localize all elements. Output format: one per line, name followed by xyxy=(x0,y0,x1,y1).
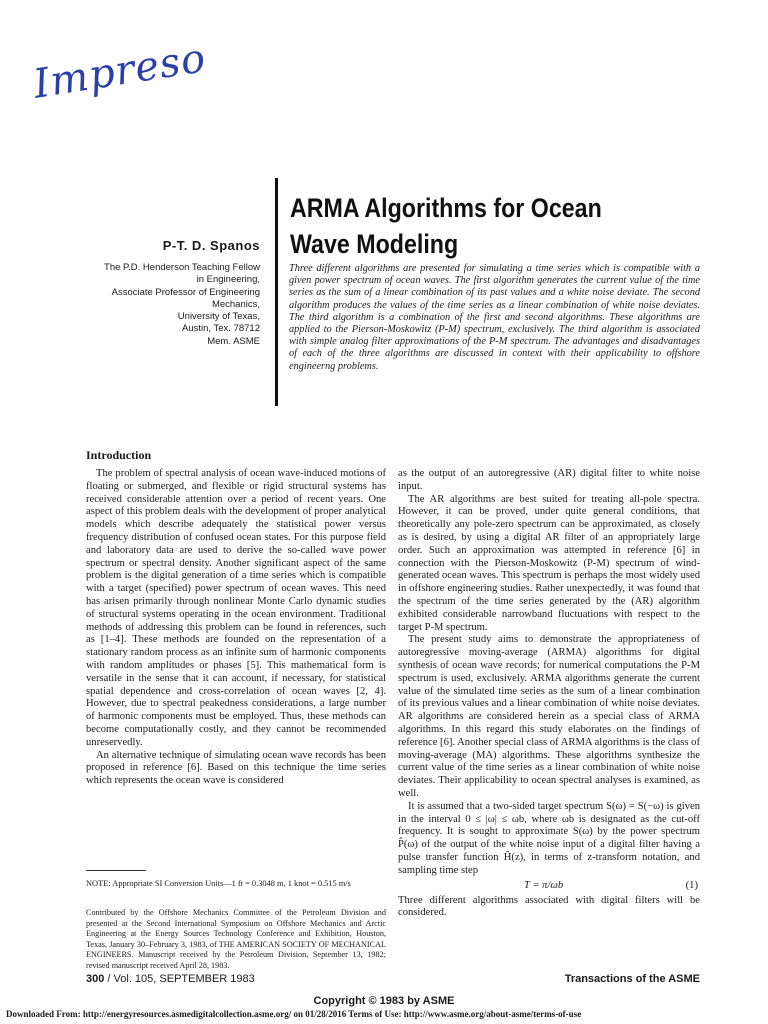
handwritten-note: Impreso xyxy=(30,35,210,108)
affiliation-line: Mechanics, xyxy=(211,298,260,310)
affiliation-line: University of Texas, xyxy=(177,311,260,323)
download-notice: Downloaded From: http://energyresources.asmedigitalcollection.asme.org/ on 01/28/2016 Terms of Use: http://www.asme.org/about-asme/terms-of-use xyxy=(6,1009,582,1019)
page-footer-issue xyxy=(86,973,255,985)
conversion-note: NOTE: Appropriate SI Conversion Units—1 ft = 0.3048 m, 1 knot = 0.515 m/s xyxy=(86,879,351,888)
affiliation-line: Associate Professor of Engineering xyxy=(111,286,260,298)
page-number: 300 xyxy=(86,973,105,985)
paragraph: The AR algorithms are best suited for treating all-pole spectra. However, it can be proved, under quite general conditions, that theoretically any pole-zero spectrum can be approximated, as closely as is desired, by using a digital AR filter of an appropriately large order. Such an approximation was attempted in reference [6] in connection with the Pierson-Moskowitz (P-M) spectrum of wind-generated ocean waves. This spectrum is perhaps the most widely used in offshore engineering studies. Rather unexpectedly, it was found that the spectrum of the time series generated by the (AR) algorithm exhibited considerable narrowband fluctuations with respect to the target P-M spectrum. xyxy=(398,493,700,633)
paragraph: The present study aims to demonstrate the appropriateness of autoregressive moving-average (ARMA) algorithms for digital synthesis of ocean wave records; for numerical computations the P-M spectrum is used, exclusively. ARMA algorithms generate the current value of the simulated time series as the sum of a linear combination of its previous values and a linear combination of white noise deviates. AR algorithms are considered herein as a special class of ARMA algorithms. In this regard this study elaborates on the findings of reference [6]. Another special class of ARMA algorithms is the class of moving-average (MA) algorithms. These algorithms synthesize the current value of the time series as a linear combination of white noise deviates. Their applicability to ocean spectral analyses is examined, as well. xyxy=(398,634,700,799)
title-bar-rule xyxy=(275,178,278,406)
body-column-right xyxy=(398,468,700,920)
copyright-line: Copyright © 1983 by ASME xyxy=(313,995,455,1007)
equation-expression: T = π/ωb xyxy=(524,879,564,891)
abstract: Three different algorithms are presented for simulating a time series which is compatible with a given power spectrum of ocean waves. The first algorithm generates the current value of the time series as the sum of a linear combination of its past values and a white noise deviate. The second algorithm produces the values of the time series as a linear combination of white noise deviates. The third algorithm is a combination of the first and second algorithms. These algorithms are applied to the Pierson-Moskowitz (P-M) spectrum, exclusively. The third algorithm is associated with simple analog filter approximations of the P-M spectrum. The advantages and disadvantages of each of the three algorithms are discussed in context with their applicability to offshore engineerng problems. xyxy=(289,263,700,372)
paragraph: as the output of an autoregressive (AR) digital filter to white noise input. xyxy=(398,468,700,492)
affiliation-line: Austin, Tex. 78712 xyxy=(182,323,260,335)
paragraph: It is assumed that a two-sided target spectrum S(ω) = S(−ω) is given in the interval 0 ≤ |ω| ≤ ωb, where ωb is designated as the cut-off frequency. It is sought to approximate S(ω) by the power spectrum P̂(ω) of the output of the white noise input of a digital filter having a pulse transfer function Ĥ(z), in terms of z-transform notation, and sampling time step xyxy=(398,800,700,876)
affiliation-line: in Engineering, xyxy=(196,274,260,286)
author-name: P-T. D. Spanos xyxy=(162,238,260,253)
author-affiliation xyxy=(100,262,260,348)
journal-name: Transactions of the ASME xyxy=(564,973,700,985)
paragraph: An alternative technique of simulating ocean wave records has been proposed in reference [6]. Based on this technique the time series which represents the ocean wave is considered xyxy=(86,749,386,787)
contribution-note: Contributed by the Offshore Mechanics Committee of the Petroleum Division and presented at the Second International Symposium on Offshore Mechanics and Arctic Engineering at the Energy Sources Technology Conference and Exhibition, Houston, Texas, January 30–February 3, 1983, of THE AMERICAN SOCIETY OF MECHANICAL ENGINEERS. Manuscript received by the Petroleum Division, September 13, 1982; revised manuscript received April 28, 1983. xyxy=(86,908,386,970)
paragraph: Three different algorithms associated with digital filters will be considered. xyxy=(398,894,700,919)
equation-number: (1) xyxy=(685,879,698,891)
footnote-rule xyxy=(86,870,146,871)
paper-title: ARMA Algorithms for Ocean Wave Modeling xyxy=(290,193,602,259)
body-column-left xyxy=(86,468,386,788)
affiliation-line: Mem. ASME xyxy=(207,335,260,347)
section-heading-introduction: Introduction xyxy=(86,448,152,462)
equation-1 xyxy=(398,880,700,894)
paragraph: The problem of spectral analysis of ocean wave-induced motions of floating or submerged, and flexible or rigid structural systems has received considerable attention over a period of recent years. One aspect of this problem deals with the development of proper analytical models which describe adequately the statistical power versus frequency distribution of confused ocean states. For this purpose field and laboratory data are used to derive the so-called wave power spectrum or spectral density. Another significant aspect of the same problem is the digital generation of a time series which is compatible with a target (specified) power spectrum of ocean waves. This need has arisen primarily through nonlinear Monte Carlo dynamic studies of structural systems operating in the ocean environment. Traditional methods of addressing this problem can be found in references, such as [1–4]. These methods are founded on the representation of a stationary random process as an infinite sum of harmonic components with random amplitudes or phases [5]. This mathematical form is versatile in the sense that it can account, if necessary, for statistical spatial dependence and cross-correlation of ocean waves [2, 4]. However, due to spectral peakedness considerations, a large number of harmonic components must be employed. Thus, these methods can become computationally costly, and they cannot be recommended unreservedly. xyxy=(86,468,386,748)
affiliation-line: The P.D. Henderson Teaching Fellow xyxy=(104,262,260,273)
volume-date: / Vol. 105, SEPTEMBER 1983 xyxy=(104,973,255,985)
